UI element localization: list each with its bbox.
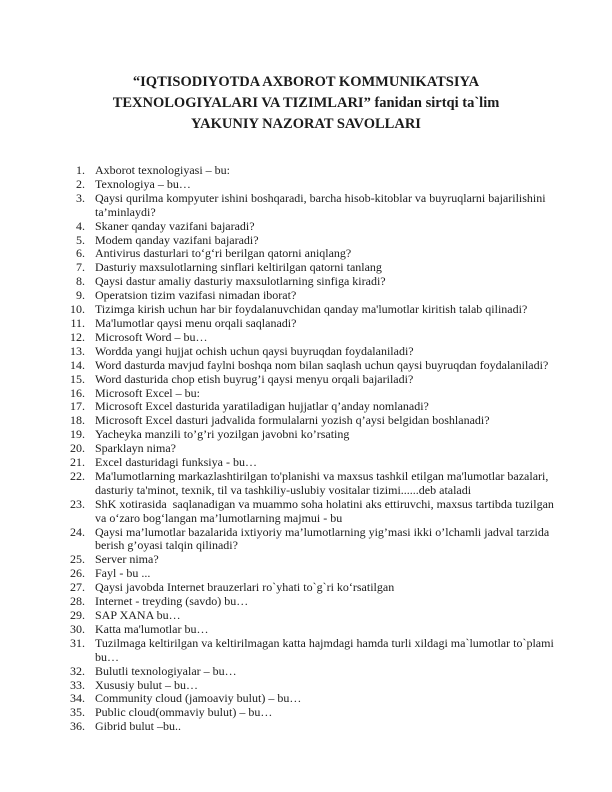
question-text: Qaysi ma’lumotlar bazalarida ixtiyoriy ma’lumotlarning yig’masi ikki o’lchamli jadval tarzida berish g’oyasi talqin qilinadi? xyxy=(95,524,553,553)
question-number: 25. xyxy=(70,552,85,567)
question-text: Tizimga kirish uchun har bir foydalanuvchidan qanday ma'lumotlar kiritish talab qilinadi? xyxy=(95,302,528,317)
question-item xyxy=(60,720,566,734)
title-line-1: “IQTISODIYOTDA AXBOROT KOMMUNIKATSIYA xyxy=(132,74,480,90)
question-text: Qaysi qurilma kompyuter ishini boshqaradi, barcha hisob-kitoblar va buyruqlarni bajarilishini ta’minlaydi? xyxy=(95,190,549,219)
question-number: 13. xyxy=(70,343,85,358)
question-text: Qaysi dastur amaliy dasturiy maxsulotlarning sinfiga kiradi? xyxy=(95,274,386,289)
question-number: 10. xyxy=(70,302,85,317)
question-text: Ma'lumotlar qaysi menu orqali saqlanadi? xyxy=(95,315,297,330)
question-item xyxy=(60,387,566,401)
question-number: 19. xyxy=(70,427,85,442)
question-text: Yacheyka manzili to’g’ri yozilgan javobni ko’rsating xyxy=(95,427,350,442)
question-text: Microsoft Word – bu… xyxy=(95,329,208,344)
question-number: 11. xyxy=(70,315,85,330)
question-item xyxy=(60,623,566,637)
question-text: Excel dasturidagi funksiya - bu… xyxy=(95,455,257,470)
document-title xyxy=(0,0,612,135)
question-text: Gibrid bulut –bu.. xyxy=(95,719,181,734)
question-number: 36. xyxy=(70,719,85,734)
question-item xyxy=(60,679,566,693)
question-text: Tuzilmaga keltirilgan va keltirilmagan katta hajmdagi hamda turli xildagi ma`lumotlar to`plami bu… xyxy=(95,635,557,664)
question-text: Word dasturida chop etish buyrug’i qaysi menyu orqali bajariladi? xyxy=(95,371,414,386)
question-text: Qaysi javobda Internet brauzerlari ro`yhati to`g`ri koʻrsatilgan xyxy=(95,580,395,595)
question-number: 5. xyxy=(76,232,85,247)
question-item xyxy=(60,261,566,275)
question-item xyxy=(60,609,566,623)
question-item xyxy=(60,303,566,317)
question-number: 23. xyxy=(70,496,85,511)
question-text: Texnologiya – bu… xyxy=(95,176,191,191)
question-text: Dasturiy maxsulotlarning sinflari keltirilgan qatorni tanlang xyxy=(95,260,382,275)
question-text: Fayl - bu ... xyxy=(95,566,151,581)
question-number: 29. xyxy=(70,608,85,622)
question-number: 17. xyxy=(70,399,85,414)
question-item xyxy=(60,567,566,581)
question-number: 35. xyxy=(70,705,85,720)
question-item xyxy=(60,595,566,609)
question-number: 20. xyxy=(70,441,85,456)
question-number: 18. xyxy=(70,413,85,428)
question-number: 15. xyxy=(70,371,85,386)
question-item xyxy=(60,498,566,526)
question-number: 30. xyxy=(70,621,85,636)
question-text: Sparklayn nima? xyxy=(95,441,176,456)
question-item xyxy=(60,692,566,706)
question-number: 4. xyxy=(76,218,85,233)
question-item xyxy=(60,192,566,220)
question-item xyxy=(60,289,566,303)
question-number: 8. xyxy=(76,274,85,289)
question-item xyxy=(60,317,566,331)
title-line-2: TEXNOLOGIYALARI VA TIZIMLARI” fanidan sirtqi ta`lim xyxy=(112,95,500,111)
question-item xyxy=(60,442,566,456)
question-number: 24. xyxy=(70,524,85,539)
question-text: Internet - treyding (savdo) bu… xyxy=(95,594,249,609)
question-text: SAP XANA bu… xyxy=(95,608,181,622)
question-text: Ma'lumotlarning markazlashtirilgan to'planishi va maxsus tashkil etilgan ma'lumotlar bazalari, dasturiy ta'minot, texnik, til va tashkiliy-uslubiy vositalar tizimi......deb ataladi xyxy=(95,468,552,497)
question-item xyxy=(60,400,566,414)
question-item xyxy=(60,220,566,234)
question-number: 2. xyxy=(76,176,85,191)
question-text: Wordda yangi hujjat ochish uchun qaysi buyruqdan foydalaniladi? xyxy=(95,343,414,358)
question-item xyxy=(60,526,566,554)
question-number: 31. xyxy=(70,635,85,650)
question-text: Microsoft Excel dasturi jadvalida formulalarni yozish q’aysi belgidan boshlanadi? xyxy=(95,413,490,428)
question-text: Community cloud (jamoaviy bulut) – bu… xyxy=(95,691,302,706)
question-text: Operatsion tizim vazifasi nimadan iborat? xyxy=(95,288,297,303)
question-text: ShK xotirasida saqlanadigan va muammo soha holatini aks ettiruvchi, maxsus tartibda tuzilgan va oʻzaro bogʻlangan ma’lumotlarning majmui - bu xyxy=(95,496,557,525)
question-item xyxy=(60,665,566,679)
question-text: Antivirus dasturlari toʻgʻri berilgan qatorni aniqlang? xyxy=(95,246,352,261)
question-item xyxy=(60,345,566,359)
question-number: 33. xyxy=(70,677,85,692)
question-text: Server nima? xyxy=(95,552,159,567)
question-number: 3. xyxy=(76,190,85,205)
question-text: Skaner qanday vazifani bajaradi? xyxy=(95,218,255,233)
question-item xyxy=(60,373,566,387)
question-number: 16. xyxy=(70,385,85,400)
question-item xyxy=(60,428,566,442)
question-number: 1. xyxy=(76,163,85,177)
question-item xyxy=(60,553,566,567)
question-item xyxy=(60,275,566,289)
question-item xyxy=(60,164,566,178)
question-text: Public cloud(ommaviy bulut) – bu… xyxy=(95,705,273,720)
question-text: Bulutli texnologiyalar – bu… xyxy=(95,663,237,678)
question-text: Word dasturda mavjud faylni boshqa nom bilan saqlash uchun qaysi buyruqdan foydalaniladi? xyxy=(95,357,549,372)
question-number: 22. xyxy=(70,468,85,483)
question-text: Microsoft Excel – bu: xyxy=(95,385,200,400)
question-number: 7. xyxy=(76,260,85,275)
question-number: 27. xyxy=(70,580,85,595)
question-number: 14. xyxy=(70,357,85,372)
question-item xyxy=(60,706,566,720)
title-line-3: YAKUNIY NAZORAT SAVOLLARI xyxy=(191,116,421,132)
question-item xyxy=(60,359,566,373)
question-item xyxy=(60,456,566,470)
question-item xyxy=(60,178,566,192)
question-text: Modem qanday vazifani bajaradi? xyxy=(95,232,259,247)
question-text: Microsoft Excel dasturida yaratiladigan hujjatlar q’anday nomlanadi? xyxy=(95,399,429,414)
question-number: 6. xyxy=(76,246,85,261)
question-number: 32. xyxy=(70,663,85,678)
question-item xyxy=(60,470,566,498)
question-item xyxy=(60,637,566,665)
question-number: 26. xyxy=(70,566,85,581)
question-text: Axborot texnologiyasi – bu: xyxy=(95,163,230,177)
question-number: 12. xyxy=(70,329,85,344)
question-text: Katta ma'lumotlar bu… xyxy=(95,621,209,636)
question-item xyxy=(60,247,566,261)
question-number: 21. xyxy=(70,455,85,470)
question-item xyxy=(60,234,566,248)
question-item xyxy=(60,581,566,595)
question-item xyxy=(60,331,566,345)
question-number: 28. xyxy=(70,594,85,609)
question-number: 9. xyxy=(76,288,85,303)
question-list xyxy=(60,164,566,734)
question-text: Xususiy bulut – bu… xyxy=(95,677,199,692)
question-number: 34. xyxy=(70,691,85,706)
question-item xyxy=(60,414,566,428)
